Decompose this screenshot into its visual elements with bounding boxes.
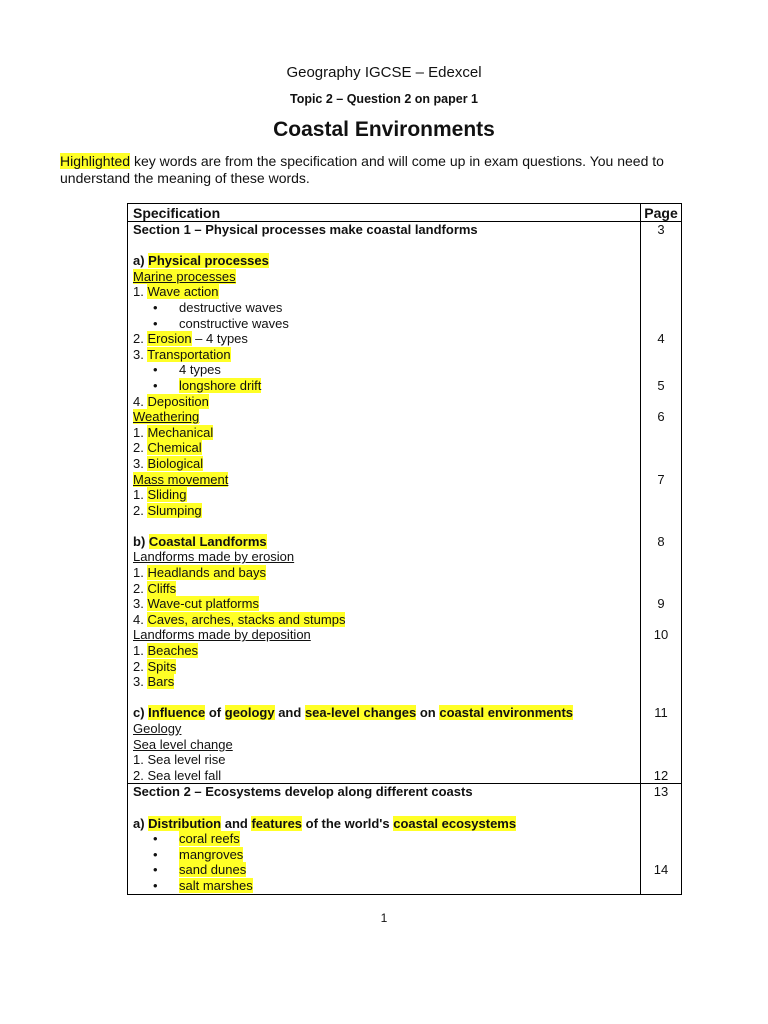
specification-table [127,203,682,895]
topic-heading: Topic 2 – Question 2 on paper 1 [289,92,478,106]
page-ref: 13 [653,784,669,800]
list-item: 4. Caves, arches, stacks and stumps [133,611,346,627]
section-2-pages [641,784,682,894]
page-ref: 5 [657,377,665,393]
sea-level-heading: Sea level change [133,736,233,752]
subsection-a: a) Physical processes [133,253,269,269]
course-heading: Geography IGCSE – Edexcel [286,64,482,81]
subsection-a-ecosystems: a) Distribution and features of the world's coastal ecosystems [133,815,517,831]
section-1-title: Section 1 – Physical processes make coastal landforms [133,222,478,237]
section-1-row [128,222,682,784]
list-item: 3. Biological [133,455,204,471]
section-1-pages [641,222,682,784]
list-item: • constructive waves [133,316,640,332]
col-page: Page [641,204,682,222]
page-ref: 7 [657,471,665,487]
list-item: 1. Wave action [133,284,219,300]
list-item: • longshore drift [133,378,640,394]
list-item: 2. Spits [133,658,177,674]
page-ref: 8 [657,533,665,549]
page-ref: 12 [653,767,669,783]
page-ref: 6 [657,409,665,425]
page-ref: 14 [653,862,669,878]
erosion-landforms-heading: Landforms made by erosion [133,549,295,565]
section-2-spec [128,784,641,894]
list-item: • 4 types [133,362,640,378]
list-item: 3. Bars [133,674,175,690]
weathering-heading: Weathering [133,409,200,425]
list-item: • destructive waves [133,300,640,316]
section-1-spec [128,222,641,784]
page-ref: 10 [653,627,669,643]
list-item: 1. Sea level rise [133,752,226,768]
page-ref: 11 [654,705,668,721]
deposition-landforms-heading: Landforms made by deposition [133,627,311,643]
list-item: • salt marshes [133,878,640,894]
list-item: 2. Erosion – 4 types [133,331,248,347]
list-item: 3. Wave-cut platforms [133,596,259,612]
intro-text: key words are from the specification and will come up in exam questions. You need to understand the meaning of these words. [60,153,664,186]
col-specification: Specification [128,204,641,222]
list-item: 1. Mechanical [133,424,214,440]
list-item: 2. Cliffs [133,580,177,596]
subsection-b: b) Coastal Landforms [133,533,267,549]
mass-movement-heading: Mass movement [133,471,229,487]
list-item: 1. Sliding [133,487,187,503]
list-item: 2. Slumping [133,502,202,518]
page-number: 1 [380,911,388,925]
list-item: 2. Sea level fall [133,767,222,783]
page-ref: 4 [657,331,665,347]
list-item: • sand dunes [133,862,640,878]
section-2-row [128,784,682,894]
list-item: • mangroves [133,847,640,863]
subsection-c: c) Influence of geology and sea-level changes on coastal environments [133,705,573,721]
marine-processes: Marine processes [133,268,236,284]
section-2-title: Section 2 – Ecosystems develop along different coasts [133,784,473,800]
page-title: Coastal Environments [273,118,495,141]
list-item: 1. Headlands and bays [133,565,266,581]
list-item: 1. Beaches [133,643,199,659]
table-header-row [128,204,682,222]
list-item: • coral reefs [133,831,640,847]
page-ref: 9 [657,596,665,612]
list-item: 3. Transportation [133,346,231,362]
list-item: 4. Deposition [133,393,209,409]
highlight-word: Highlighted [60,153,131,169]
intro-paragraph [60,153,720,187]
page-ref: 3 [657,222,665,237]
list-item: 2. Chemical [133,440,202,456]
geology-heading: Geology [133,721,182,736]
